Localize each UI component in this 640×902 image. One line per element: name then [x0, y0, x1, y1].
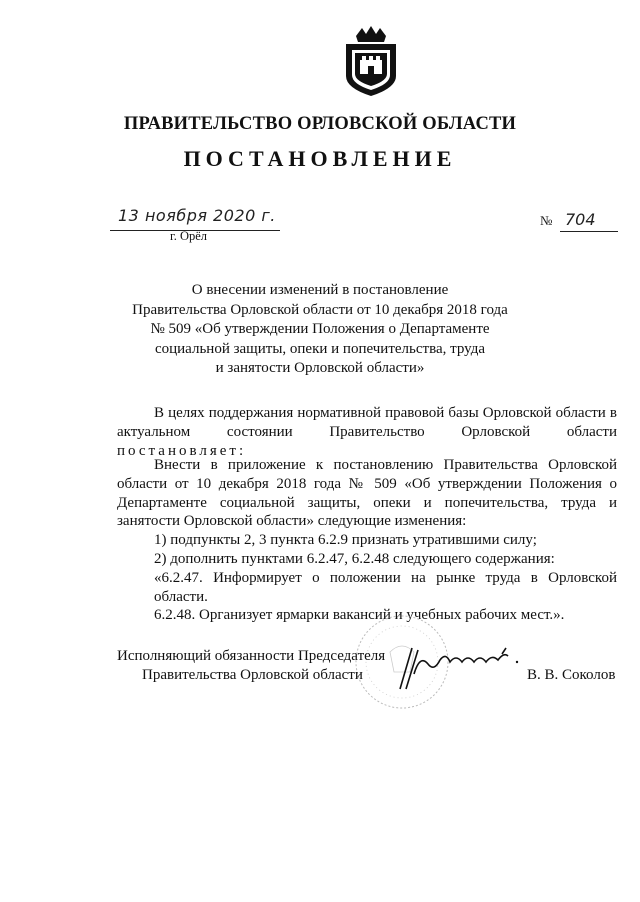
resolves-word: постановляет:: [117, 442, 247, 459]
signatory-role-line2: Правительства Орловской области: [142, 667, 363, 683]
resolution-body: [117, 456, 617, 625]
list-item: 2) дополнить пунктами 6.2.47, 6.2.48 следующего содержания:: [154, 550, 555, 567]
document-type: ПОСТАНОВЛЕНИЕ: [183, 146, 457, 171]
document-date: 13 ноября 2020 г.: [118, 206, 276, 225]
coat-of-arms-icon: [340, 26, 402, 98]
signatory-name: В. В. Соколов: [527, 667, 616, 683]
signature-icon: [390, 634, 530, 694]
title-line: и занятости Орловской области»: [215, 360, 425, 377]
title-line: социальной защиты, опеки и попечительства, труда: [154, 340, 486, 357]
list-item: «6.2.47. Информирует о положении на рынке труда в Орловской области.: [154, 569, 617, 605]
main-paragraph: Внести в приложение к постановлению Правительства Орловской области от 10 декабря 2018 года № 509 «Об утверждении Положения о Департаменте социальной защиты, опеки и попечительства, труда и занятости Орловской области» следующие изменения:: [117, 457, 617, 530]
organization-name: ПРАВИТЕЛЬСТВО ОРЛОВСКОЙ ОБЛАСТИ: [123, 114, 517, 134]
title-line: О внесении изменений в постановление: [191, 282, 449, 298]
document-title: [0, 281, 640, 379]
signatory-role-line1: Исполняющий обязанности Председателя: [117, 648, 386, 664]
title-line: Правительства Орловской области от 10 декабря 2018 года: [132, 301, 508, 318]
preamble-text: В целях поддержания нормативной правовой базы Орловской области в актуальном состоянии Правительство Орловской области: [117, 405, 617, 440]
document-number: 704: [565, 210, 596, 229]
number-label: №: [540, 213, 553, 228]
title-line: № 509 «Об утверждении Положения о Департаменте: [150, 321, 490, 338]
list-item: 1) подпункты 2, 3 пункта 6.2.9 признать утратившими силу;: [154, 532, 537, 549]
city: г. Орёл: [170, 229, 208, 243]
preamble-paragraph: [117, 404, 617, 460]
list-item: 6.2.48. Организует ярмарки вакансий и учебных рабочих мест.».: [154, 607, 565, 624]
